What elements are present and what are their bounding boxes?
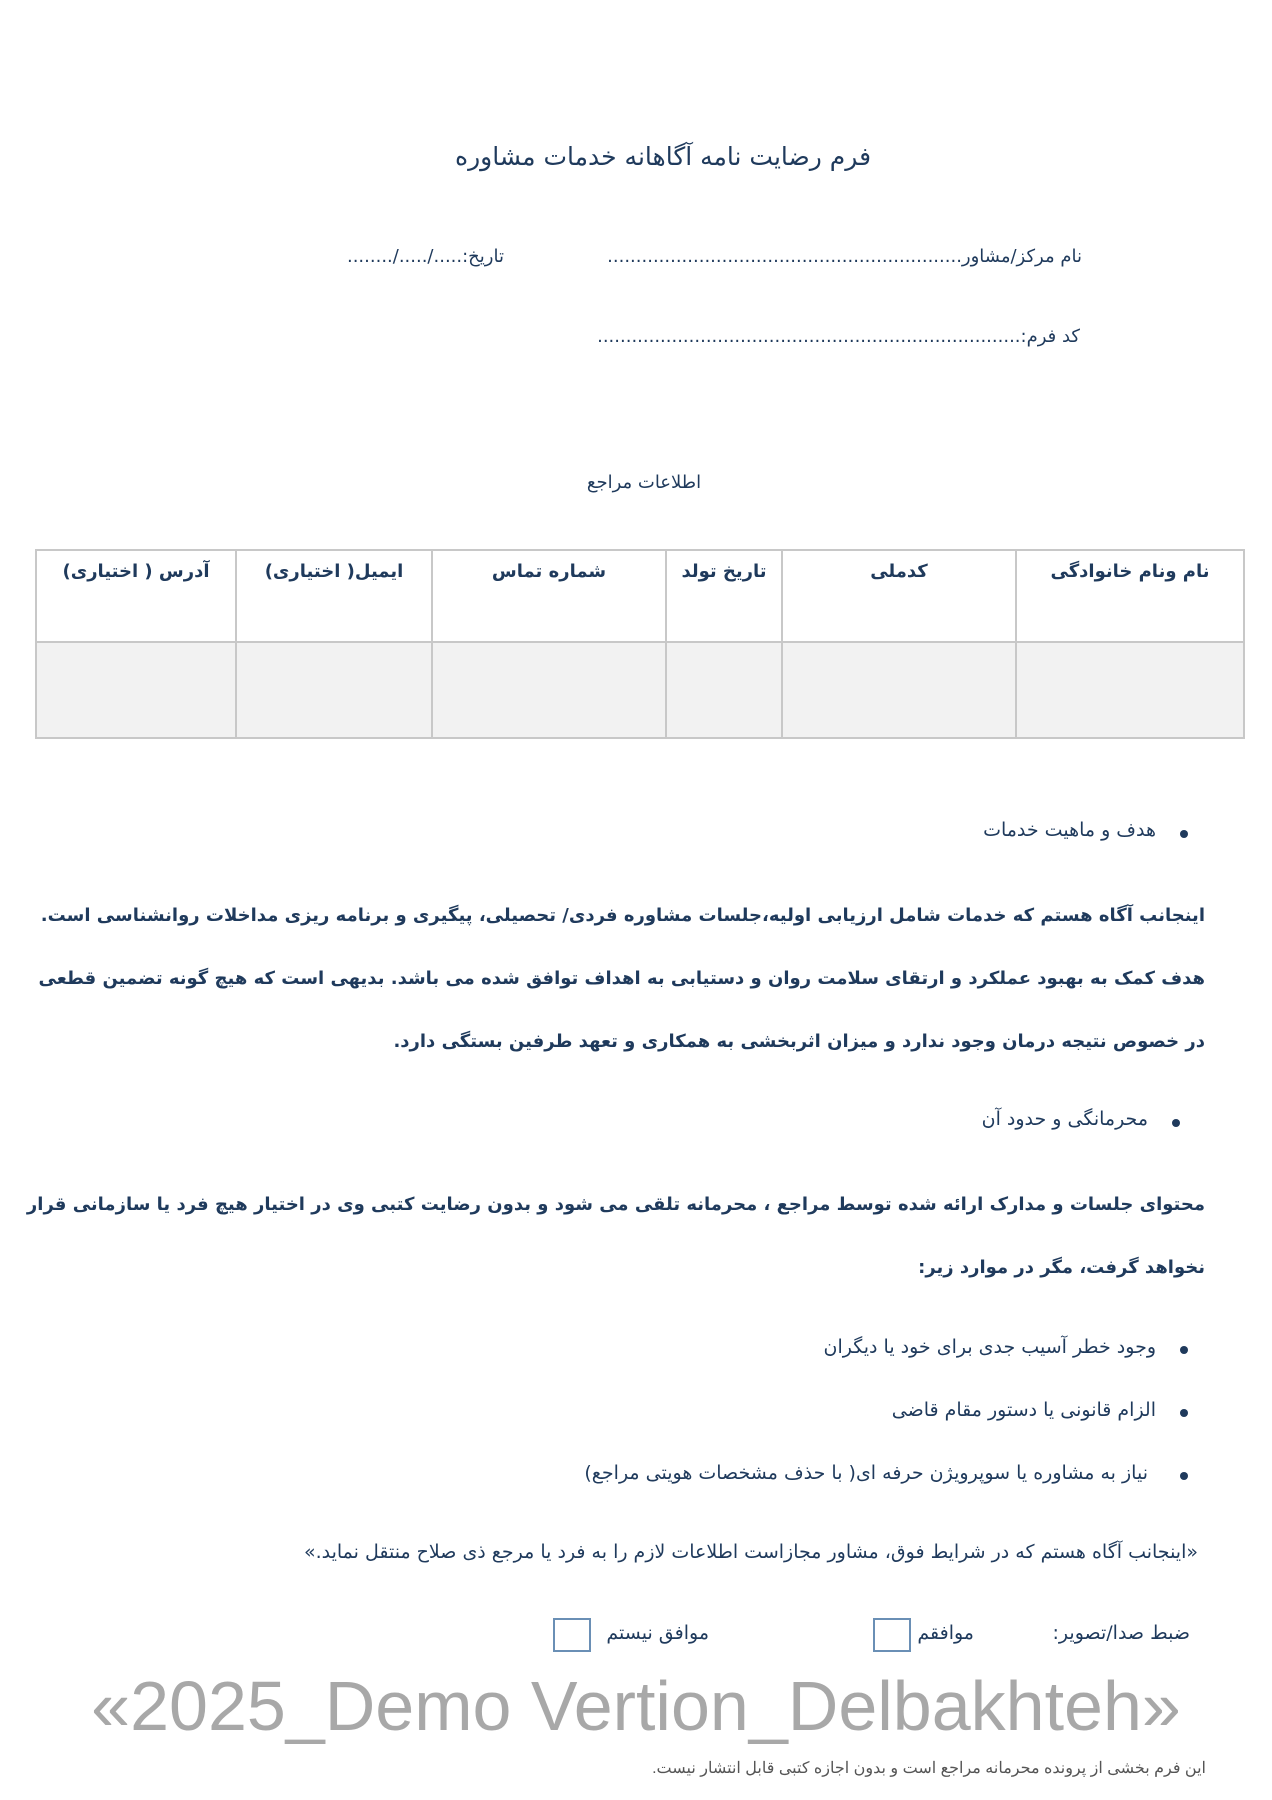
date-label: تاریخ: (462, 246, 504, 267)
form-code-label: کد فرم: (1020, 326, 1080, 347)
exception-item: وجود خطر آسیب جدی برای خود یا دیگران (823, 1336, 1156, 1358)
bullet-icon (1180, 1346, 1188, 1354)
client-section-title: اطلاعات مراجع (586, 472, 702, 493)
cell-name[interactable] (1016, 642, 1244, 738)
date-field[interactable] (347, 246, 504, 267)
bullet-icon (1180, 1409, 1188, 1417)
center-value: .............................................................. (607, 246, 962, 267)
recording-label: ضبط صدا/تصویر: (1052, 1622, 1190, 1644)
date-value: ...../...../........ (346, 246, 463, 267)
cell-birth-date[interactable] (666, 642, 782, 738)
cell-email[interactable] (236, 642, 432, 738)
section1-line: هدف کمک به بهبود عملکرد و ارتقای سلامت روان و دستیابی به اهداف توافق شده می باشد. بدیهی است که هیچ گونه تضمین قطعی (38, 968, 1205, 989)
exception-item: الزام قانونی یا دستور مقام قاضی (891, 1399, 1156, 1421)
section2-line: محتوای جلسات و مدارک ارائه شده توسط مراجع ، محرمانه تلقی می شود و بدون رضایت کتبی وی در اختیار هیچ فرد یا سازمانی قرار (26, 1194, 1205, 1215)
bullet-icon (1180, 830, 1188, 838)
table-header-row (36, 550, 1244, 642)
disagree-checkbox[interactable] (553, 1618, 591, 1652)
header-address: آدرس ( اختیاری) (36, 550, 236, 642)
bullet-icon (1172, 1119, 1180, 1127)
cell-address[interactable] (36, 642, 236, 738)
center-label: نام مرکز/مشاور (961, 246, 1082, 267)
section2-heading: محرمانگی و حدود آن (981, 1108, 1148, 1130)
client-info-table (35, 549, 1245, 739)
agree-checkbox[interactable] (873, 1618, 911, 1652)
exception-item: نیاز به مشاوره یا سوپرویژن حرفه ای( با حذف مشخصات هویتی مراجع) (584, 1462, 1148, 1484)
bullet-icon (1180, 1472, 1188, 1480)
acknowledgement-text: «اینجانب آگاه هستم که در شرایط فوق، مشاور مجازاست اطلاعات لازم را به فرد یا مرجع ذی صلاح منتقل نماید.» (303, 1541, 1198, 1563)
form-code-field[interactable] (597, 326, 1080, 347)
watermark: «2025_Demo Vertion_Delbakhteh» (91, 1667, 1181, 1745)
cell-national-id[interactable] (782, 642, 1016, 738)
header-email: ایمیل( اختیاری) (236, 550, 432, 642)
section1-line: در خصوص نتیجه درمان وجود ندارد و میزان اثربخشی به همکاری و تعهد طرفین بستگی دارد. (393, 1031, 1205, 1052)
section1-line: اینجانب آگاه هستم که خدمات شامل ارزیابی اولیه،جلسات مشاوره فردی/ تحصیلی، پیگیری و برنامه ریزی مداخلات روانشناسی است. (40, 905, 1205, 926)
header-birth-date: تاریخ تولد (666, 550, 782, 642)
header-national-id: کدملی (782, 550, 1016, 642)
header-phone: شماره تماس (432, 550, 666, 642)
cell-phone[interactable] (432, 642, 666, 738)
disagree-label: موافق نیستم (606, 1622, 709, 1644)
center-field[interactable] (607, 246, 1082, 267)
section1-heading: هدف و ماهیت خدمات (983, 819, 1156, 841)
header-name: نام ونام خانوادگی (1016, 550, 1244, 642)
section2-line: نخواهد گرفت، مگر در موارد زیر: (918, 1257, 1205, 1278)
form-code-value: .......................................................................... (597, 326, 1021, 347)
page-title: فرم رضایت نامه آگاهانه خدمات مشاوره (454, 142, 872, 171)
table-row (36, 642, 1244, 738)
agree-label: موافقم (917, 1622, 974, 1644)
footer-note: این فرم بخشی از پرونده محرمانه مراجع است و بدون اجازه کتبی قابل انتشار نیست. (652, 1760, 1206, 1777)
